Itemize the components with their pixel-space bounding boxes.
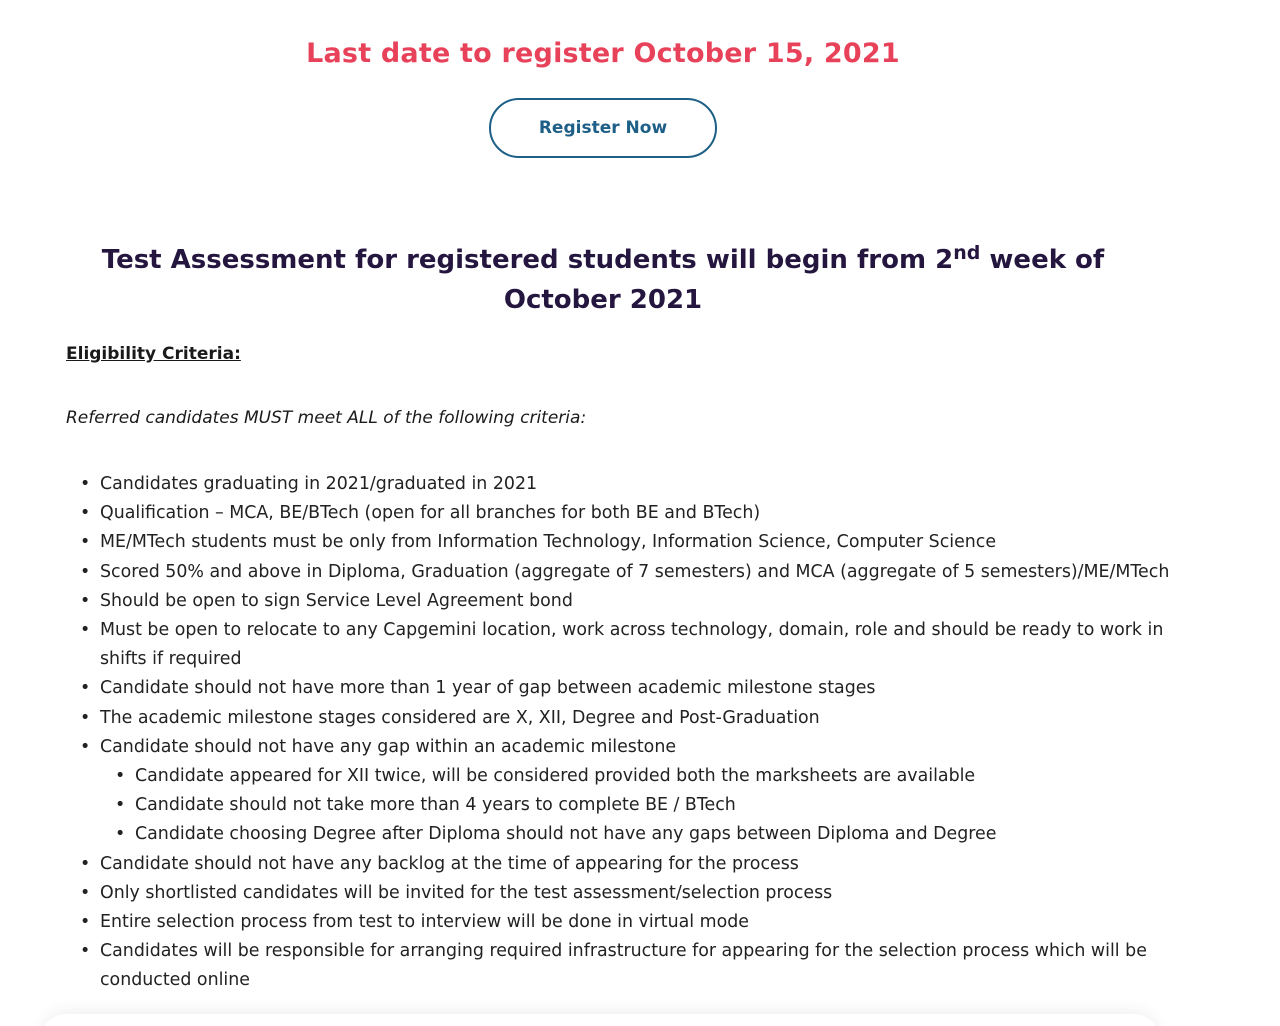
assessment-text-end: week of October 2021: [503, 245, 1105, 315]
criteria-item: • The academic milestone stages considered are X, XII, Degree and Post-Graduation: [100, 704, 1180, 733]
register-now-button[interactable]: Register Now: [489, 98, 717, 158]
criteria-item: • ME/MTech students must be only from Information Technology, Information Science, Computer Science: [100, 528, 1180, 557]
assessment-text-start: Test Assessment for registered students will begin from 2: [101, 245, 954, 275]
criteria-item: • Entire selection process from test to interview will be done in virtual mode: [100, 908, 1180, 937]
criteria-item: • Should be open to sign Service Level Agreement bond: [100, 587, 1180, 616]
criteria-item: • Must be open to relocate to any Capgemini location, work across technology, domain, role and should be ready to work in shifts if required: [100, 616, 1180, 674]
bottom-card-edge: [40, 1014, 1160, 1026]
criteria-item: • Candidates will be responsible for arranging required infrastructure for appearing for the selection process which will be conducted online: [100, 937, 1180, 995]
sub-criteria-list: [100, 762, 1180, 850]
criteria-item-text: Candidate should not have any gap within an academic milestone: [100, 736, 677, 757]
assessment-heading: [60, 240, 1146, 320]
eligibility-heading: Eligibility Criteria:: [66, 344, 241, 364]
sub-criteria-item: • Candidate choosing Degree after Diploma should not have any gaps between Diploma and Degree: [135, 820, 1180, 849]
criteria-item: • Only shortlisted candidates will be invited for the test assessment/selection process: [100, 879, 1180, 908]
referred-note: Referred candidates MUST meet ALL of the following criteria:: [66, 408, 587, 428]
criteria-item: • Candidate should not have more than 1 year of gap between academic milestone stages: [100, 674, 1180, 703]
assessment-ordinal-suffix: nd: [953, 242, 981, 264]
criteria-item: • Candidate should not have any backlog at the time of appearing for the process: [100, 850, 1180, 879]
criteria-item: • Qualification – MCA, BE/BTech (open for all branches for both BE and BTech): [100, 499, 1180, 528]
criteria-item: • Candidates graduating in 2021/graduated in 2021: [100, 470, 1180, 499]
sub-criteria-item: • Candidate should not take more than 4 years to complete BE / BTech: [135, 791, 1180, 820]
registration-deadline: Last date to register October 15, 2021: [306, 38, 900, 69]
criteria-item-gap: [100, 733, 1180, 850]
criteria-item: • Scored 50% and above in Diploma, Graduation (aggregate of 7 semesters) and MCA (aggregate of 5 semesters)/ME/MTech: [100, 558, 1180, 587]
criteria-list: [62, 470, 1180, 996]
sub-criteria-item: • Candidate appeared for XII twice, will be considered provided both the marksheets are available: [135, 762, 1180, 791]
